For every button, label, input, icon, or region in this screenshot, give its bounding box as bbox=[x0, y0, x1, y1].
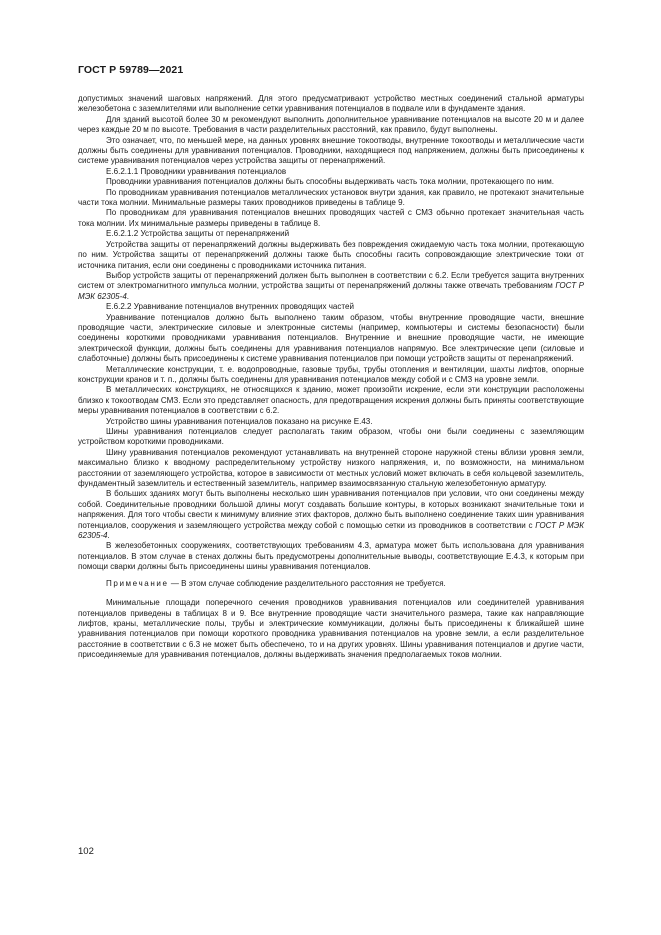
paragraph: В железобетонных сооружениях, соответствующих требованиям 4.3, арматура может быть использована для уравнивания потенциалов. В этом случае в стенах должны быть предусмотрены дополнительные выводы, соответствующие Е.4.3, к которым при помощи сварки должны быть присоединены шины уравнивания потенциалов. bbox=[78, 541, 584, 572]
paragraph-text: . bbox=[107, 531, 110, 541]
paragraph: Проводники уравнивания потенциалов должны быть способны выдерживать часть тока молнии, протекающего по ним. bbox=[106, 177, 555, 187]
paragraph: Минимальные площади поперечного сечения проводников уравнивания потенциалов или соединителей уравнивания потенциалов приведены в таблицах 8 и 9. Все внутренние проводящие части значительного размера, такие как направляющие лифтов, краны, металлические полы, трубы и электрические коммуникации, должны быть присоединены к ближайшей шине уравнивания потенциалов при помощи короткого проводника уравнивания потенциалов на уровне земли, а если разделительное расстояние в соответствии с 6.3 не может быть обеспечено, то и на других уровнях. Шины уравнивания потенциалов и другие части, присоединяемые для уравнивания потенциалов, должны выдерживать значения предполагаемых токов молнии. bbox=[78, 598, 584, 660]
note-label: Примечание bbox=[106, 578, 169, 588]
section-heading: Е.6.2.1.1 Проводники уравнивания потенциалов bbox=[106, 166, 287, 176]
paragraph: Для зданий высотой более 30 м рекомендуют выполнить дополнительное уравнивание потенциалов на высоте 20 м и далее через каждые 20 м по высоте. Требования в части разделительных расстояний, как правило, будут выполнены. bbox=[78, 114, 584, 135]
paragraph: По проводникам для уравнивания потенциалов внешних проводящих частей с СМЗ обычно протекает значительная часть тока молнии. Их минимальные размеры приведены в таблице 8. bbox=[78, 208, 584, 228]
paragraph: Шину уравнивания потенциалов рекомендуют устанавливать на внутренней стороне наружной стены вблизи уровня земли, максимально близко к вводному распределительному устройству низкого напряжения, и, по возможности, на минимальном расстоянии от заземляющего устройства, которое в зависимости от местных условий может включать в себя кольцевой заземлитель, фундаментный заземлитель и естественный заземлитель, например взаимосвязанную стальную железобетонную арматуру. bbox=[78, 447, 584, 489]
section-heading: Е.6.2.1.2 Устройства защиты от перенапряжений bbox=[106, 229, 290, 239]
paragraph: Металлические конструкции, т. е. водопроводные, газовые трубы, трубы отопления и вентиляции, шахты лифтов, опорные конструкции кранов и т. п., должны быть соединены для уравнивания потенциалов между собой и с СМЗ на уровне земли. bbox=[78, 364, 584, 384]
paragraph bbox=[78, 271, 584, 302]
paragraph: допустимых значений шаговых напряжений. Для этого предусматривают устройство местных соединений стальной арматуры железобетона с заземлителями или выполнение сетки уравнивания потенциалов в подвале или в фундаменте здания. bbox=[78, 94, 584, 114]
note bbox=[78, 579, 584, 589]
paragraph: Устройство шины уравнивания потенциалов показано на рисунке Е.43. bbox=[106, 416, 373, 426]
page-number: 102 bbox=[78, 846, 94, 857]
paragraph: Шины уравнивания потенциалов следует располагать таким образом, чтобы они были соединены с заземляющим устройством короткими проводниками. bbox=[78, 427, 584, 447]
paragraph bbox=[78, 489, 584, 541]
paragraph: В металлических конструкциях, не относящихся к зданию, может произойти искрение, если эти конструкции расположены близко к токоотводам СМЗ. Если это представляет опасность, для предотвращения искрения должны быть приняты соответствующие меры уравнивания потенциалов в соответствии с 6.2. bbox=[78, 385, 584, 416]
paragraph-text: . bbox=[126, 291, 130, 301]
paragraph: Это означает, что, по меньшей мере, на данных уровнях внешние токоотводы, внутренние токоотводы и металлические части должны быть соединены для уравнивания потенциалов. Проводники, находящиеся под напряжением, должны быть присоединены к системе уравнивания потенциалов через устройства защиты от перенапряжений. bbox=[78, 135, 584, 166]
paragraph: По проводникам уравнивания потенциалов металлических установок внутри здания, как правило, не протекают значительные части тока молнии. Минимальные размеры таких проводников приведены в таблице 9. bbox=[78, 187, 584, 208]
paragraph-text: В больших зданиях могут быть выполнены несколько шин уравнивания потенциалов при условии, что они соединены между собой. Соединительные проводники большой длины могут создавать большие контуры, в которых возникают значительные токи и напряжения. Для того чтобы свести к минимуму влияние этих факторов, должно быть выполнено соединение таких шин уравнивания потенциалов, сооружения и заземляющего устройства между собой с помощью сетки из проводников в соответствии с bbox=[78, 489, 584, 530]
standard-reference: ГОСТ Р МЭК 62305-4 bbox=[78, 520, 584, 541]
paragraph: Уравнивание потенциалов должно быть выполнено таким образом, чтобы внутренние проводящие части, внешние проводящие части, электрические силовые и электронные системы (например, компьютеры и системы безопасности) были соединены короткими проводниками уравнивания потенциалов. Внутренние и внешние проводящие части, не имеющие электрической функции, должны быть соединены для уравнивания потенциалов напрямую. Все электрические цепи (силовые и слаботочные) должны быть присоединены к системе уравнивания потенциалов при помощи устройств защиты от перенапряжений. bbox=[78, 312, 584, 364]
standard-reference: ГОСТ Р МЭК 62305-4 bbox=[78, 281, 584, 301]
paragraph: Устройства защиты от перенапряжений должны выдерживать без повреждения ожидаемую часть тока молнии, протекающую по ним. Устройства защиты от перенапряжений должны также быть способны гасить сопровождающие электрические токи от источника питания, если они соединены с проводниками источника питания. bbox=[78, 239, 584, 270]
document-header: ГОСТ Р 59789—2021 bbox=[78, 64, 184, 76]
document-body bbox=[78, 94, 584, 661]
note-text: — В этом случае соблюдение разделительного расстояния не требуется. bbox=[168, 578, 446, 588]
section-heading: Е.6.2.2 Уравнивание потенциалов внутренних проводящих частей bbox=[106, 302, 354, 312]
paragraph-text: Выбор устройств защиты от перенапряжений должен быть выполнен в соответствии с 6.2. Если требуется защита внутренних систем от электромагнитного импульса молнии, устройства защиты от перенапряжений должны также отвечать требованиям bbox=[78, 270, 584, 291]
